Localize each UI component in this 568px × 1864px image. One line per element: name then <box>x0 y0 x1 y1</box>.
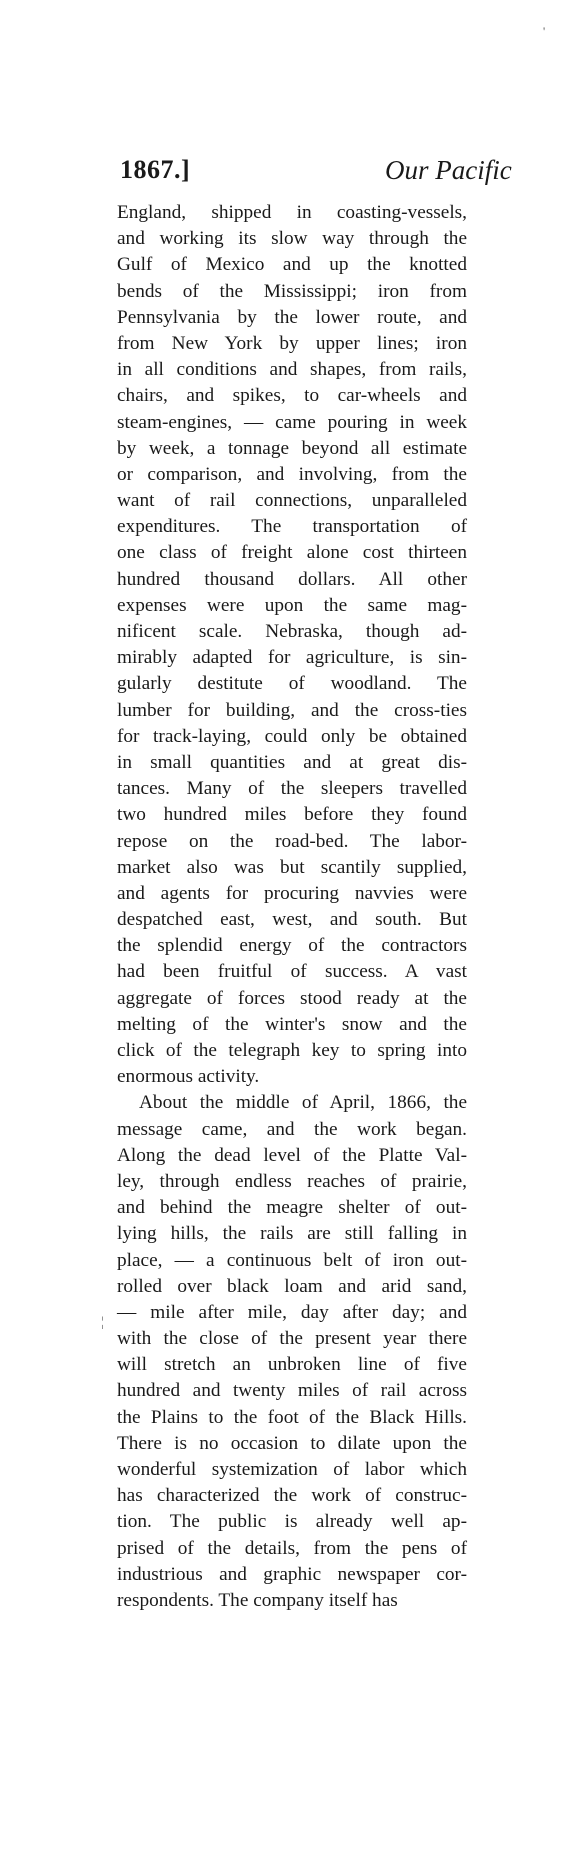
text-line: respondents. The company itself has <box>117 1589 398 1611</box>
paragraph <box>117 200 467 1090</box>
text-line: market also was but scantily supplied, <box>117 856 467 878</box>
text-line: from New York by upper lines; iron <box>117 332 467 354</box>
text-line: two hundred miles before they found <box>117 804 467 826</box>
text-line: — mile after mile, day after day; and <box>117 1301 467 1323</box>
paragraph <box>117 1090 467 1614</box>
text-line: tances. Many of the sleepers travelled <box>117 778 467 800</box>
text-line: hundred thousand dollars. All other <box>117 568 467 590</box>
text-line: expenses were upon the same mag- <box>117 594 467 616</box>
text-line: nificent scale. Nebraska, though ad- <box>117 621 467 642</box>
text-line: and working its slow way through the <box>117 228 467 250</box>
text-line: enormous activity. <box>117 1066 260 1088</box>
text-line: repose on the road-bed. The labor- <box>117 830 467 852</box>
text-line: the splendid energy of the contractors <box>117 935 467 957</box>
text-line: place, — a continuous belt of iron out- <box>117 1249 467 1271</box>
text-line: by week, a tonnage beyond all estimate <box>117 437 467 459</box>
text-line: message came, and the work began. <box>117 1118 467 1140</box>
text-line: one class of freight alone cost thirteen <box>117 542 467 564</box>
text-line: melting of the winter's snow and the <box>117 1013 467 1035</box>
text-line: gularly destitute of woodland. The <box>117 673 467 695</box>
body-text <box>117 200 467 1614</box>
text-line: rolled over black loam and arid sand, <box>117 1275 467 1297</box>
text-line: with the close of the present year there <box>117 1328 467 1350</box>
text-line: hundred and twenty miles of rail across <box>117 1380 467 1402</box>
text-line: click of the telegraph key to spring into <box>117 1040 467 1061</box>
text-line: bends of the Mississippi; iron from <box>117 280 467 302</box>
text-line: mirably adapted for agriculture, is sin- <box>117 647 467 669</box>
text-line: Along the dead level of the Platte Val- <box>117 1144 467 1166</box>
text-line: or comparison, and involving, from the <box>117 463 467 485</box>
text-line: despatched east, west, and south. But <box>117 909 467 931</box>
text-line: in all conditions and shapes, from rails, <box>117 359 467 381</box>
text-line: the Plains to the foot of the Black Hills. <box>117 1406 467 1428</box>
margin-mark: ¦ <box>101 1315 104 1330</box>
text-line: industrious and graphic newspaper cor- <box>117 1563 467 1585</box>
text-line: and behind the meagre shelter of out- <box>117 1197 467 1219</box>
text-line: lumber for building, and the cross-ties <box>117 699 467 721</box>
text-line: aggregate of forces stood ready at the <box>117 987 467 1009</box>
page-header <box>120 155 568 195</box>
text-line: Gulf of Mexico and up the knotted <box>117 254 467 276</box>
text-line: wonderful systemization of labor which <box>117 1459 467 1480</box>
text-line: England, shipped in coasting-vessels, <box>117 202 467 223</box>
running-title: Our Pacific <box>385 155 512 185</box>
text-line: chairs, and spikes, to car-wheels and <box>117 385 467 407</box>
text-line: and agents for procuring navvies were <box>117 882 467 904</box>
text-line: in small quantities and at great dis- <box>117 751 467 773</box>
text-line: want of rail connections, unparalleled <box>117 490 467 512</box>
text-line: tion. The public is already well ap- <box>117 1511 467 1533</box>
text-line: There is no occasion to dilate upon the <box>117 1432 467 1454</box>
text-line: will stretch an unbroken line of five <box>117 1354 467 1376</box>
text-line: steam-engines, — came pouring in week <box>117 411 467 433</box>
text-line: prised of the details, from the pens of <box>117 1537 467 1559</box>
header-year: 1867.] <box>120 155 191 184</box>
text-line: lying hills, the rails are still falling in <box>117 1223 467 1245</box>
text-line: expenditures. The transportation of <box>117 516 467 538</box>
text-line: has characterized the work of construc- <box>117 1485 467 1507</box>
text-line: About the middle of April, 1866, the <box>139 1092 467 1114</box>
text-line: Pennsylvania by the lower route, and <box>117 306 467 328</box>
corner-mark: ' <box>543 24 546 38</box>
text-line: had been fruitful of success. A vast <box>117 961 467 983</box>
text-line: ley, through endless reaches of prairie, <box>117 1170 467 1192</box>
text-line: for track-laying, could only be obtained <box>117 725 467 747</box>
